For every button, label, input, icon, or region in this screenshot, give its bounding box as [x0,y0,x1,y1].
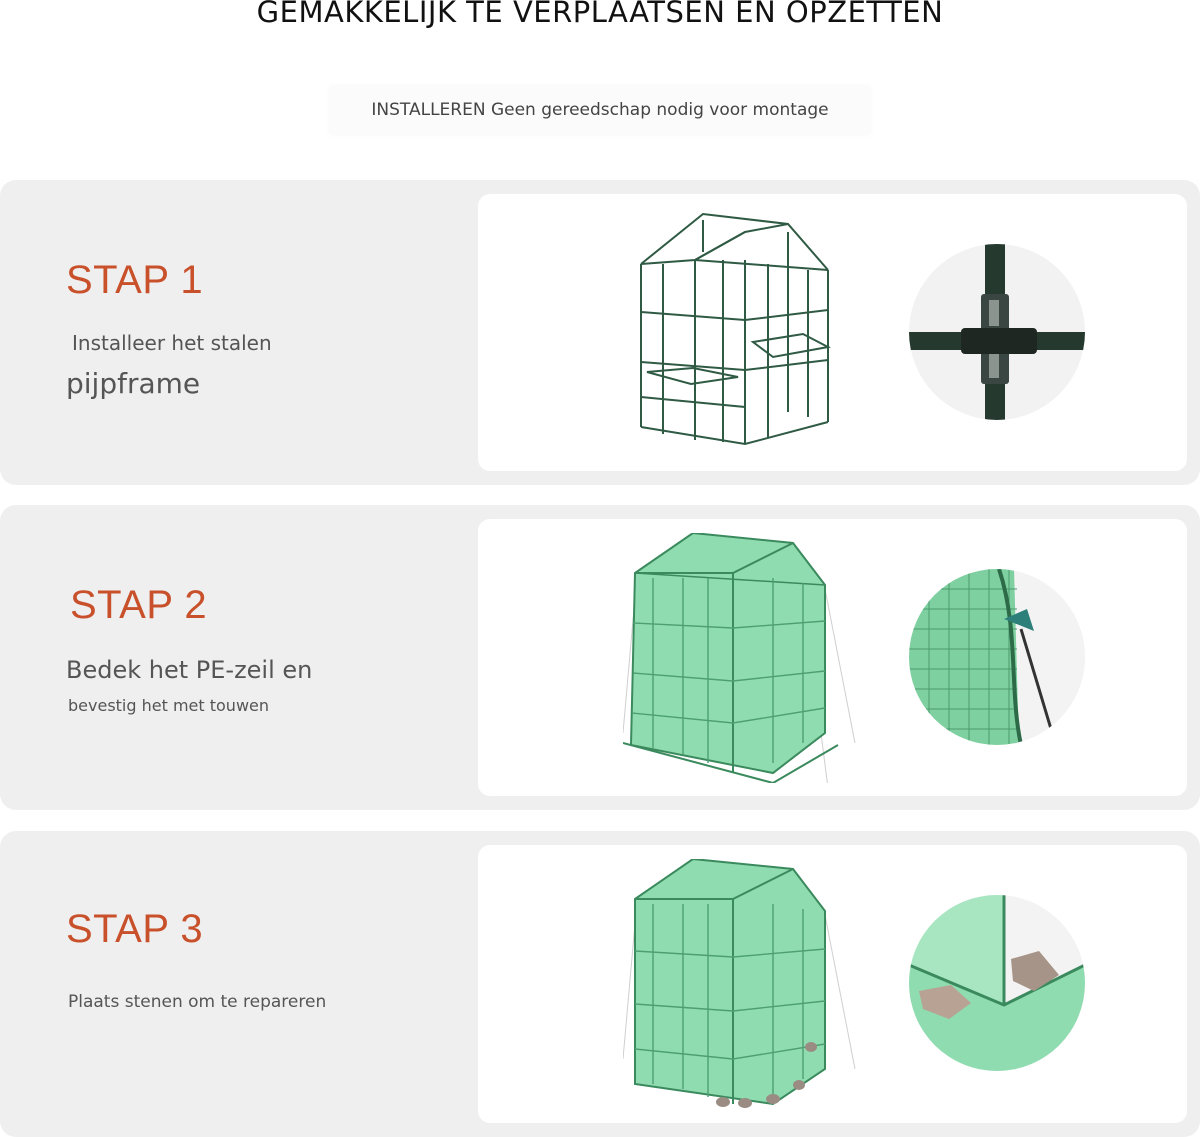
pipe-connector-detail [909,244,1085,420]
step-card-2 [0,505,1200,810]
step-3-heading: STAP 3 [66,907,204,951]
step-2-line1: Bedek het PE-zeil en [66,656,313,684]
step-3-line1: Plaats stenen om te repareren [68,992,327,1012]
rope-fastening-detail [909,569,1085,745]
step-2-image-panel [478,519,1187,796]
step-2-heading: STAP 2 [70,583,208,627]
step-1-image-panel [478,194,1187,471]
covered-greenhouse-stones-image [623,859,863,1109]
rope-fastening-icon [909,569,1085,745]
install-subtitle-text: INSTALLEREN Geen gereedschap nodig voor montage [371,100,829,120]
pipe-connector-icon [909,244,1085,420]
page-title: GEMAKKELIJK TE VERPLAATSEN EN OPZETTEN [256,0,944,29]
stones-on-cover-icon [909,895,1085,1071]
step-1-line1: Installeer het stalen [72,331,272,355]
step-card-3 [0,831,1200,1137]
step-card-1 [0,180,1200,485]
step-3-text [66,907,326,1012]
install-subtitle [330,86,870,134]
step-3-image-panel [478,845,1187,1123]
step-1-heading: STAP 1 [66,258,204,302]
step-2-line2: bevestig het met touwen [68,696,270,715]
covered-greenhouse-image [623,533,863,783]
step-1-text [66,258,272,400]
step-1-line2: pijpframe [66,367,201,400]
step-2-text [66,583,312,715]
steel-frame-greenhouse-image [633,212,833,452]
stones-detail [909,895,1085,1071]
